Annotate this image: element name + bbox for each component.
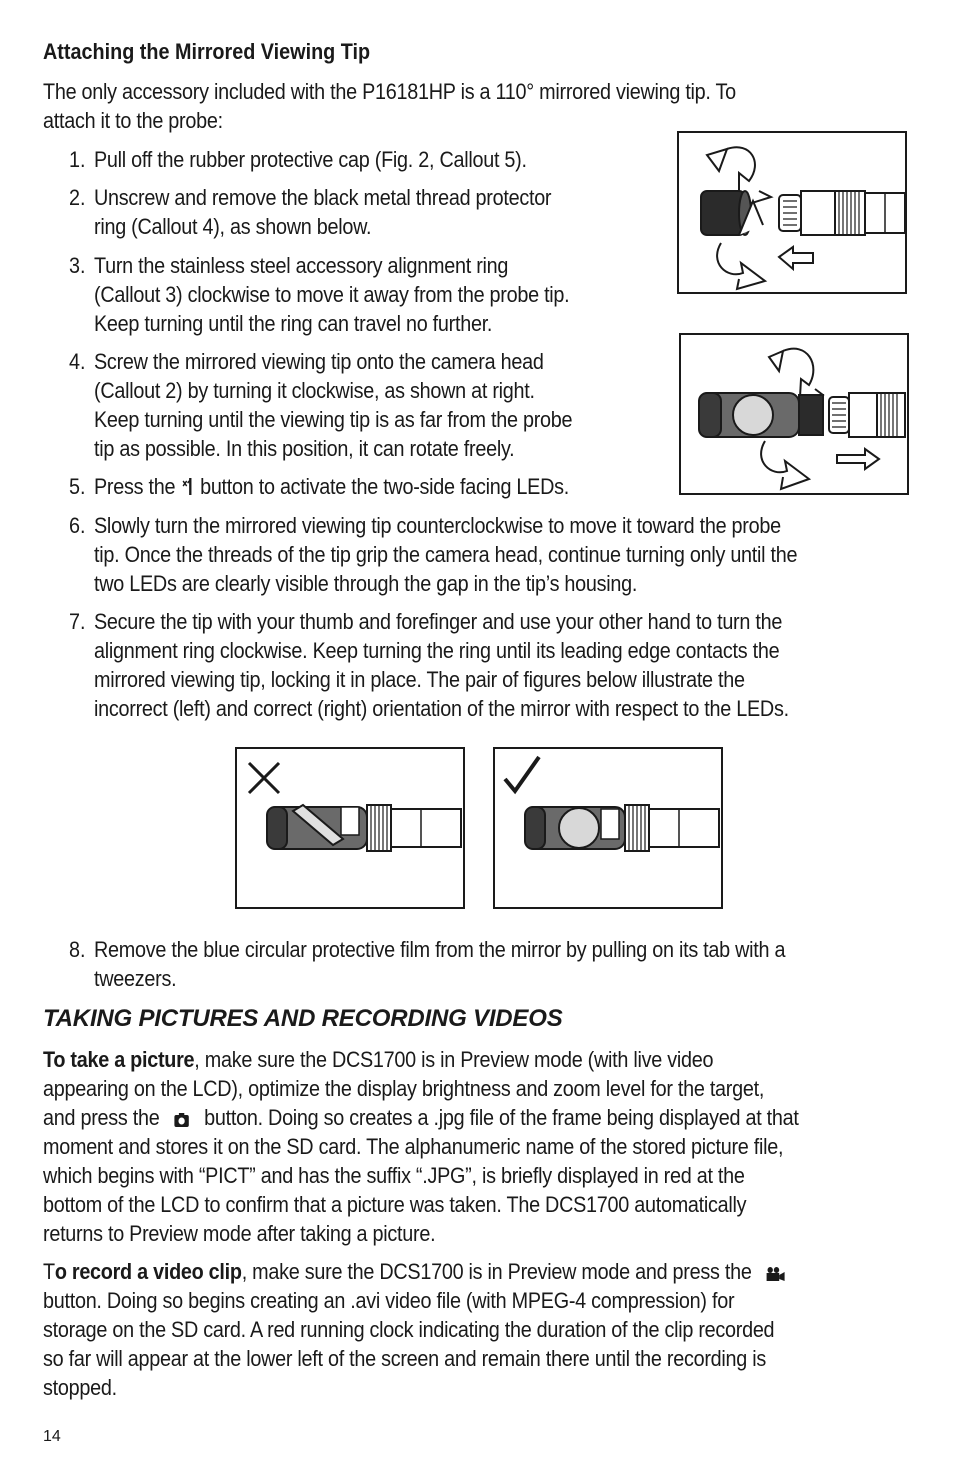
video-line-2: button. Doing so begins creating an .avi video file (with MPEG-4 compression) for [43,1288,735,1313]
step-number: 6. [69,513,86,538]
step-number: 8. [69,937,86,962]
step-number: 3. [69,253,86,278]
picture-line-3-pre: and press the [43,1105,160,1130]
step-7-line: mirrored viewing tip, locking it in place. The pair of figures below illustrate the [94,667,745,692]
figure-remove-thread-protector [677,131,907,294]
step-4-line: tip as possible. In this position, it can rotate freely. [94,436,515,461]
step-8-line: tweezers. [94,966,177,991]
video-bold-lead: o record a video clip [54,1259,242,1284]
led-button-icon [180,475,194,504]
video-line-5: stopped. [43,1375,117,1400]
picture-line-7: returns to Preview mode after taking a picture. [43,1221,436,1246]
step-5-pre: Press the [94,474,176,499]
step-3-line: Keep turning until the ring can travel no further. [94,311,493,336]
video-line-1 [43,1257,786,1289]
picture-line-2: appearing on the LCD), optimize the display brightness and zoom level for the target, [43,1076,765,1101]
figure-screw-on-tip [679,333,909,495]
step-number: 1. [69,147,86,172]
step-3-line: Turn the stainless steel accessory alignment ring [94,253,509,278]
picture-bold-lead: To take a picture [43,1047,195,1072]
page-number: 14 [43,1428,61,1445]
step-number: 2. [69,185,86,210]
step-7-line: alignment ring clockwise. Keep turning the ring until its leading edge contacts the [94,638,780,663]
step-1-line: Pull off the rubber protective cap (Fig. 2, Callout 5). [94,147,527,172]
video-line-3: storage on the SD card. A red running clock indicating the duration of the clip recorded [43,1317,775,1342]
x-mark-icon [249,763,279,793]
picture-line-3 [43,1103,799,1135]
step-5-post: button to activate the two-side facing LEDs. [200,474,570,499]
step-7-line: Secure the tip with your thumb and forefinger and use your other hand to turn the [94,609,783,634]
step-6-line: Slowly turn the mirrored viewing tip counterclockwise to move it toward the probe [94,513,781,538]
section-heading: Attaching the Mirrored Viewing Tip [43,39,371,64]
step-number: 7. [69,609,86,634]
check-mark-icon [505,757,539,791]
picture-line-1-text: , make sure the DCS1700 is in Preview mode (with live video [194,1047,714,1072]
figure-correct-orientation [493,747,723,909]
picture-line-1 [43,1045,713,1074]
intro-line-1: The only accessory included with the P16181HP is a 110° mirrored viewing tip. To [43,79,736,104]
step-8-line: Remove the blue circular protective film from the mirror by pulling on its tab with a [94,937,786,962]
step-4-line: Keep turning until the viewing tip is as far from the probe [94,407,573,432]
step-6-line: tip. Once the threads of the tip grip the camera head, continue turning only until the [94,542,798,567]
video-camera-icon [766,1260,786,1289]
step-4-line: (Callout 2) by turning it clockwise, as shown at right. [94,378,535,403]
video-lead-letter: T [43,1259,55,1284]
step-4-line: Screw the mirrored viewing tip onto the camera head [94,349,544,374]
video-line-4: so far will appear at the lower left of the screen and remain there until the recording is [43,1346,767,1371]
step-6-line: two LEDs are clearly visible through the gap in the tip’s housing. [94,571,638,596]
picture-line-5: which begins with “PICT” and has the suffix “.JPG”, is briefly displayed in red at the [43,1163,745,1188]
step-2-line: ring (Callout 4), as shown below. [94,214,372,239]
picture-line-4: moment and stores it on the SD card. The alphanumeric name of the stored picture file, [43,1134,784,1159]
step-3-line: (Callout 3) clockwise to move it away from the probe tip. [94,282,570,307]
step-number: 4. [69,349,86,374]
video-line-1-text: , make sure the DCS1700 is in Preview mode and press the [241,1259,752,1284]
step-number: 5. [69,474,86,499]
step-2-line: Unscrew and remove the black metal thread protector [94,185,552,210]
step-5-line [94,472,569,504]
picture-line-3-post: button. Doing so creates a .jpg file of the frame being displayed at that [204,1105,799,1130]
step-7-line: incorrect (left) and correct (right) orientation of the mirror with respect to the LEDs. [94,696,789,721]
intro-line-2: attach it to the probe: [43,108,223,133]
camera-button-icon [174,1106,190,1135]
picture-line-6: bottom of the LCD to confirm that a picture was taken. The DCS1700 automatically [43,1192,747,1217]
section-title: TAKING PICTURES AND RECORDING VIDEOS [43,1005,563,1032]
figure-incorrect-orientation [235,747,465,909]
